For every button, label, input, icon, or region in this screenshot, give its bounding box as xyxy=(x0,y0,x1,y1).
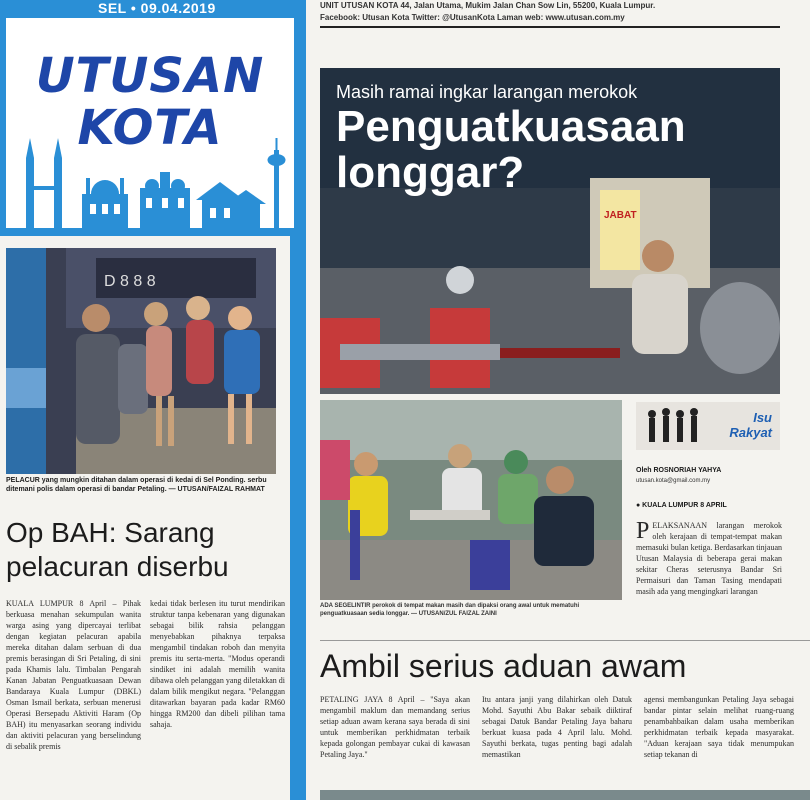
stall-sign: JABAT xyxy=(604,210,637,221)
brand-title-line2: KOTA xyxy=(77,100,223,156)
lower-story-column-3: agensi membangunkan Petaling Jaya sebagai bandar pintar selain melihat ruang-ruang penambahbaikan dalam usaha memberikan perkhidmatan terbaik kepada masyarakat. "Aduan kerajaan saya tidak menumpukan setiap tekanan di xyxy=(644,695,794,759)
drop-cap: P xyxy=(636,518,650,544)
main-headline-line2: longgar? xyxy=(336,148,525,197)
left-story-column-1: KUALA LUMPUR 8 April – Pihak berkuasa menahan sekumpulan wanita warga asing yang dipercayai terlibat dengan kegiatan pelacuran apabila mereka ditahan dalam serbuan di dua premis berasingan di Sri Petaling, di sini pada Khamis lalu. Timbalan Pengarah Kanan Jabatan Penguatkuasaan Dewan Bandaraya Kuala Lumpur (DBKL) Osman Ismail berkata, serbuan menerusi Operasi Bersepadu Aktiviti Haram (Op BAH) itu menyasarkan seorang individu dan aktiviti pelacuran yang berselindung di sebalik premis xyxy=(6,599,141,751)
left-story-column-2: kedai tidak berlesen itu turut mendirikan struktur tanpa kebenaran yang digunakan sebagai bilik rahsia pelanggan menyebabkan pihaknya terpaksa mengambil tindakan roboh dan menyita premis itu serta-merta. "Modus operandi sindiket ini adalah memilih wanita dibawa oleh pelanggan yang diletakkan di dalam bilik mengikut negara. "Pelanggan ditawarkan bayaran pada kadar RM60 hingga RM200 dan dibeli pilihan tama sahaja. xyxy=(150,599,285,729)
main-headline xyxy=(336,104,686,196)
masthead-panel xyxy=(6,18,294,228)
issue-date: SEL • 09.04.2019 xyxy=(98,0,216,16)
isu-label-line2: Rakyat xyxy=(729,425,772,440)
city-skyline-icon xyxy=(6,138,294,228)
isu-rakyat-box xyxy=(636,402,780,450)
dateline: ● KUALA LUMPUR 8 APRIL xyxy=(636,502,727,509)
sidebar-article-body: ELAKSANAAN larangan merokok oleh kerajaan di tempat-tempat makan memasuki bulan ketiga. Berdasarkan tinjauan Utusan Malaysia di beberapa gerai makan sekitar Cheras seterusnya Bandar Sri Permaisuri dan Taman Tasing mendapati masih ada yang mengingkari larangan xyxy=(636,521,782,596)
publisher-info xyxy=(320,0,810,24)
byline: Oleh ROSNORIAH YAHYA xyxy=(636,467,722,474)
publisher-social: Facebook: Utusan Kota Twitter: @UtusanKota Laman web: www.utusan.com.my xyxy=(320,13,625,22)
main-kicker: Masih ramai ingkar larangan merokok xyxy=(336,82,638,102)
lower-story-headline: Ambil serius aduan awam xyxy=(320,648,687,684)
svg-text:D 8 8 8: D 8 8 8 xyxy=(104,273,156,290)
smokers-photo-caption: ADA SEGELINTIR perokok di tempat makan masih dan dipaksi orang awal untuk mematuhi penguatkuasaan sedia longgar. — UTUSAN/ZUL FAIZAL ZAINI xyxy=(320,603,580,617)
smokers-photo xyxy=(320,400,622,600)
publisher-address: UNIT UTUSAN KOTA 44, Jalan Utama, Mukim Jalan Chan Sow Lin, 55200, Kuala Lumpur. xyxy=(320,1,656,10)
main-photo xyxy=(320,68,780,394)
isu-rakyat-label xyxy=(729,410,772,440)
brand-title-line1: UTUSAN xyxy=(35,48,265,104)
header-rule xyxy=(320,26,780,28)
sidebar-article-text xyxy=(636,520,782,597)
lower-story-column-2: Itu antara janji yang dilahirkan oleh Datuk Mohd. Sayuthi Abu Bakar sebaik diiktiraf sebagai Datuk Bandar Petaling Jaya baharu berkuat kuasa pada 4 April lalu. Mohd. Sayuthi berkata, tugas penting bagi adalah memastikan xyxy=(482,695,632,759)
lower-story-column-1: PETALING JAYA 8 April – "Saya akan mengambil maklum dan memandang serius setiap aduan awam kerana saya berada di sini untuk memberikan perkhidmatan terbaik kepada golongan pembayar cukai di kawasan Petaling Jaya." xyxy=(320,695,470,759)
main-headline-line1: Penguatkuasaan xyxy=(336,102,686,151)
people-silhouette-icon xyxy=(642,406,702,446)
section-divider xyxy=(320,640,810,641)
bottom-photo-strip xyxy=(320,790,810,800)
masthead xyxy=(0,0,306,236)
raid-photo-caption: PELACUR yang mungkin ditahan dalam operasi di kedai di Sel Ponding. serbu ditemani polis dalam operasi di bandar Petaling. — UTUSAN/FAIZAL RAHMAT xyxy=(6,477,267,493)
isu-label-line1: Isu xyxy=(753,410,772,425)
byline-email: utusan.kota@gmail.com.my xyxy=(636,478,711,484)
raid-photo xyxy=(6,248,276,474)
left-story-headline: Op BAH: Sarang pelacuran diserbu xyxy=(6,517,229,582)
